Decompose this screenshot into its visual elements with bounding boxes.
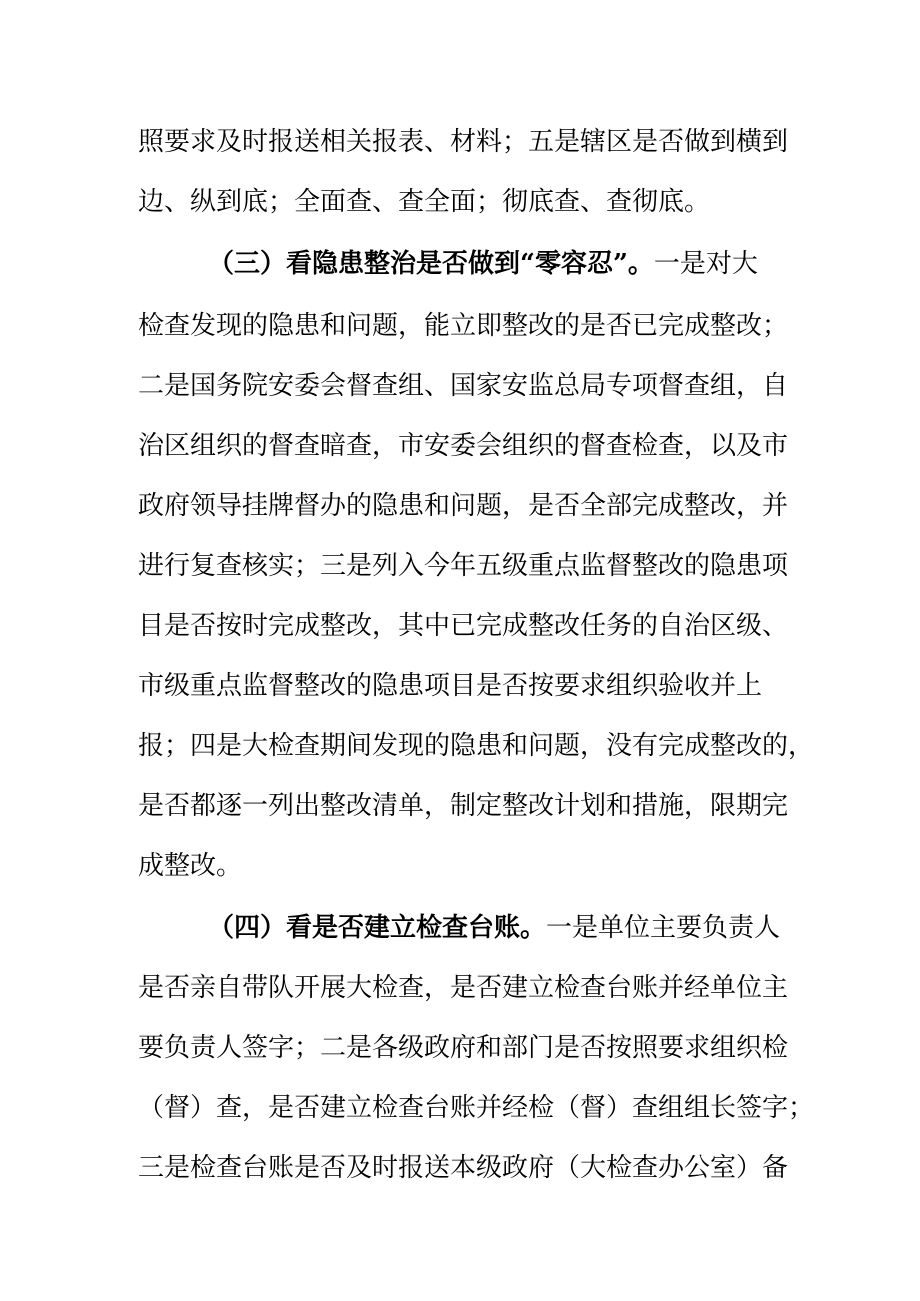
paragraph-line: 三是检查台账是否及时报送本级政府（大检查办公室）备 [138, 1153, 789, 1183]
section-3-text: 一是对大 [653, 249, 758, 279]
paragraph-line: 成整改。 [138, 851, 243, 881]
section-4-heading: （四）看是否建立检查台账。 [208, 913, 547, 943]
paragraph-line: 边、纵到底；全面查、查全面；彻底查、查彻底。 [138, 187, 711, 217]
paragraph-line: 要负责人签字；二是各级政府和部门是否按照要求组织检 [138, 1033, 789, 1063]
paragraph-line: 市级重点监督整改的隐患项目是否按要求组织验收并上 [138, 671, 763, 701]
paragraph-line: 报；四是大检查期间发现的隐患和问题，没有完成整改的， [138, 731, 815, 761]
paragraph-line: 是否都逐一列出整改清单，制定整改计划和措施，限期完 [138, 791, 789, 821]
section-3-first-line [208, 249, 758, 279]
paragraph-line: 照要求及时报送相关报表、材料；五是辖区是否做到横到 [138, 127, 789, 157]
section-4-first-line [208, 913, 780, 943]
paragraph-line: 是否亲自带队开展大检查，是否建立检查台账并经单位主 [138, 973, 789, 1003]
section-4-text: 一是单位主要负责人 [546, 913, 781, 943]
section-3-heading: （三）看隐患整治是否做到“零容忍”。 [208, 249, 654, 279]
paragraph-line: 二是国务院安委会督查组、国家安监总局专项督查组，自 [138, 371, 789, 401]
paragraph-line: （督）查，是否建立检查台账并经检（督）查组组长签字； [138, 1093, 815, 1123]
paragraph-line: 检查发现的隐患和问题，能立即整改的是否已完成整改； [138, 311, 789, 341]
paragraph-line: 目是否按时完成整改，其中已完成整改任务的自治区级、 [138, 611, 789, 641]
paragraph-line: 进行复查核实；三是列入今年五级重点监督整改的隐患项 [138, 551, 789, 581]
paragraph-line: 政府领导挂牌督办的隐患和问题，是否全部完成整改，并 [138, 491, 789, 521]
paragraph-line: 治区组织的督查暗查，市安委会组织的督查检查，以及市 [138, 431, 789, 461]
